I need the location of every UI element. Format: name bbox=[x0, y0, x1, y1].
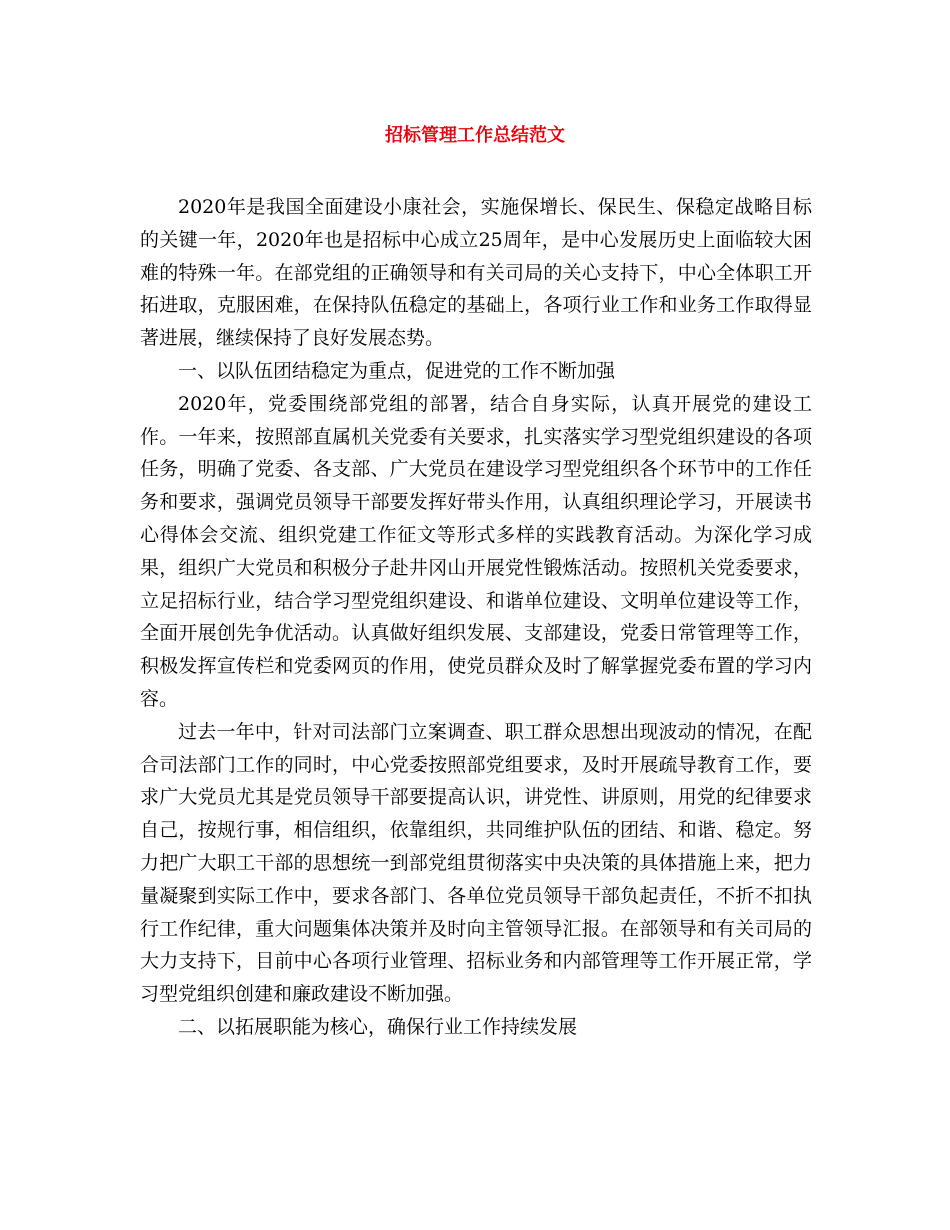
paragraph-intro: 2020年是我国全面建设小康社会，实施保增长、保民生、保稳定战略目标的关键一年，2020年也是招标中心成立25周年，是中心发展历史上面临较大困难的特殊一年。在部党组的正确领导和有关司局的关心支持下，中心全体职工开拓进取，克服困难，在保持队伍稳定的基础上，各项行业工作和业务工作取得显著进展，继续保持了良好发展态势。 bbox=[140, 196, 812, 350]
paragraph-party-building: 2020年，党委围绕部党组的部署，结合自身实际，认真开展党的建设工作。一年来，按照部直属机关党委有关要求，扎实落实学习型党组织建设的各项任务，明确了党委、各支部、广大党员在建设学习型党组织各个环节中的工作任务和要求，强调党员领导干部要发挥好带头作用，认真组织理论学习，开展读书心得体会交流、组织党建工作征文等形式多样的实践教育活动。为深化学习成果，组织广大党员和积极分子赴井冈山开展党性锻炼活动。按照机关党委要求，立足招标行业，结合学习型党组织建设、和谐单位建设、文明单位建设等工作，全面开展创先争优活动。认真做好组织发展、支部建设，党委日常管理等工作，积极发挥宣传栏和党委网页的作用，使党员群众及时了解掌握党委布置的学习内容。 bbox=[140, 392, 812, 710]
section-heading-1: 一、以队伍团结稳定为重点，促进党的工作不断加强 bbox=[178, 359, 616, 382]
paragraph-past-year: 过去一年中，针对司法部门立案调查、职工群众思想出现波动的情况，在配合司法部门工作的同时，中心党委按照部党组要求，及时开展疏导教育工作，要求广大党员尤其是党员领导干部要提高认识，讲党性、讲原则，用党的纪律要求自己，按规行事，相信组织，依靠组织，共同维护队伍的团结、和谐、稳定。努力把广大职工干部的思想统一到部党组贯彻落实中央决策的具体措施上来，把力量凝聚到实际工作中，要求各部门、各单位党员领导干部负起责任，不折不扣执行工作纪律，重大问题集体决策并及时向主管领导汇报。在部领导和有关司局的大力支持下，目前中心各项行业管理、招标业务和内部管理等工作开展正常，学习型党组织创建和廉政建设不断加强。 bbox=[140, 720, 812, 1006]
document-title: 招标管理工作总结范文 bbox=[385, 125, 565, 146]
section-heading-2: 二、以拓展职能为核心，确保行业工作持续发展 bbox=[178, 1015, 578, 1038]
document-body bbox=[140, 191, 812, 1044]
